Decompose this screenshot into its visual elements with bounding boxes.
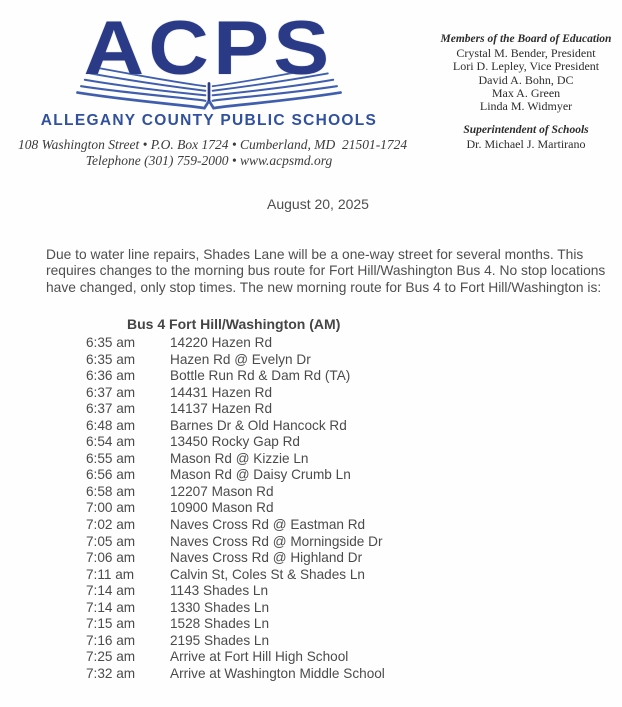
school-name-text: ALLEGANY COUNTY PUBLIC SCHOOLS (40, 112, 378, 130)
paragraph-line: have changed, only stop times. The new morning route for Bus 4 to Fort Hill/Washington is: (46, 279, 602, 295)
board-member: Crystal M. Bender, President (456, 46, 596, 60)
stop-location: Barnes Dr & Old Hancock Rd (170, 417, 347, 433)
board-of-education-block (435, 33, 617, 152)
stop-location: 1330 Shades Ln (170, 599, 270, 615)
stop-time: 6:48 am (86, 417, 136, 433)
board-member: Lori D. Lepley, Vice President (452, 59, 600, 74)
stop-time: 6:35 am (86, 351, 136, 367)
stop-location: Mason Rd @ Kizzie Ln (170, 450, 309, 466)
schedule-title: Bus 4 Fort Hill/Washington (AM) (127, 316, 341, 332)
superintendent-name: Dr. Michael J. Martirano (466, 137, 586, 152)
schedule-row (0, 583, 622, 600)
stop-time: 6:56 am (86, 467, 136, 483)
stop-time: 6:37 am (86, 384, 136, 400)
schedule-row (0, 666, 622, 683)
stop-time: 6:37 am (86, 401, 136, 417)
schedule-row (0, 335, 622, 352)
stop-time: 7:14 am (86, 599, 136, 615)
stop-time: 6:36 am (86, 368, 136, 384)
address-line: 108 Washington Street • P.O. Box 1724 • Cumberland, MD 21501-1724 (18, 137, 408, 153)
stop-time: 7:06 am (86, 550, 136, 566)
board-member: David A. Bohn, DC (478, 72, 574, 87)
phone-website-line: Telephone (301) 759-2000 • www.acpsmd.org (85, 153, 333, 169)
schedule-row (0, 534, 622, 551)
stop-location: Naves Cross Rd @ Eastman Rd (170, 517, 366, 533)
paragraph-line: requires changes to the morning bus route for Fort Hill/Washington Bus 4. No stop locations (46, 263, 606, 279)
stop-location: 14431 Hazen Rd (170, 384, 273, 400)
letterhead-logo-block (18, 6, 408, 169)
schedule-row (0, 517, 622, 534)
stop-time: 7:00 am (86, 500, 136, 516)
schedule-row (0, 418, 622, 435)
stop-time: 6:55 am (86, 450, 136, 466)
schedule-row (0, 600, 622, 617)
stop-time: 7:32 am (86, 665, 136, 681)
schedule-row (0, 484, 622, 501)
stop-time: 7:16 am (86, 632, 136, 648)
letter-date: August 20, 2025 (267, 196, 369, 212)
stop-time: 7:14 am (86, 583, 136, 599)
schedule-row (0, 649, 622, 666)
schedule-row (0, 567, 622, 584)
board-member: Max A. Green (491, 85, 561, 100)
stop-location: Mason Rd @ Daisy Crumb Ln (170, 467, 351, 483)
board-title: Members of the Board of Education (440, 33, 612, 45)
stop-location: 2195 Shades Ln (170, 632, 270, 648)
board-member: Linda M. Widmyer (479, 99, 573, 114)
stop-location: 10900 Mason Rd (170, 500, 274, 516)
stop-location: 14220 Hazen Rd (170, 335, 273, 350)
stop-location: Calvin St, Coles St & Shades Ln (170, 566, 365, 582)
bus-schedule (0, 316, 622, 682)
schedule-row (0, 385, 622, 402)
stop-location: 1528 Shades Ln (170, 616, 270, 632)
stop-time: 6:58 am (86, 483, 136, 499)
stop-time: 7:11 am (86, 566, 135, 582)
stop-location: Naves Cross Rd @ Highland Dr (170, 550, 363, 566)
stop-time: 7:05 am (86, 533, 136, 549)
schedule-row (0, 550, 622, 567)
stop-time: 6:35 am (86, 335, 136, 350)
stop-location: Arrive at Fort Hill High School (170, 649, 349, 665)
schedule-row (0, 401, 622, 418)
schedule-row (0, 467, 622, 484)
schedule-row (0, 352, 622, 369)
stop-time: 6:54 am (86, 434, 136, 450)
stop-location: Arrive at Washington Middle School (170, 665, 385, 681)
stop-location: Hazen Rd @ Evelyn Dr (170, 351, 311, 367)
stop-location: 13450 Rocky Gap Rd (170, 434, 300, 450)
stop-location: Naves Cross Rd @ Morningside Dr (170, 533, 383, 549)
stop-time: 7:02 am (86, 517, 136, 533)
schedule-row (0, 500, 622, 517)
schedule-row (0, 434, 622, 451)
superintendent-title: Superintendent of Schools (463, 124, 589, 137)
stop-location: 14137 Hazen Rd (170, 401, 273, 417)
acps-logo-text: ACPS (84, 6, 334, 91)
stop-time: 7:25 am (86, 649, 136, 665)
stop-location: 1143 Shades Ln (170, 583, 269, 599)
schedule-row (0, 616, 622, 633)
stop-location: 12207 Mason Rd (170, 483, 274, 499)
letter-body-paragraph (46, 247, 605, 296)
schedule-row (0, 451, 622, 468)
schedule-row (0, 633, 622, 650)
paragraph-line: Due to water line repairs, Shades Lane will be a one-way street for several months. This (46, 247, 584, 262)
stop-location: Bottle Run Rd & Dam Rd (TA) (170, 368, 351, 384)
schedule-row (0, 368, 622, 385)
stop-time: 7:15 am (86, 616, 136, 632)
